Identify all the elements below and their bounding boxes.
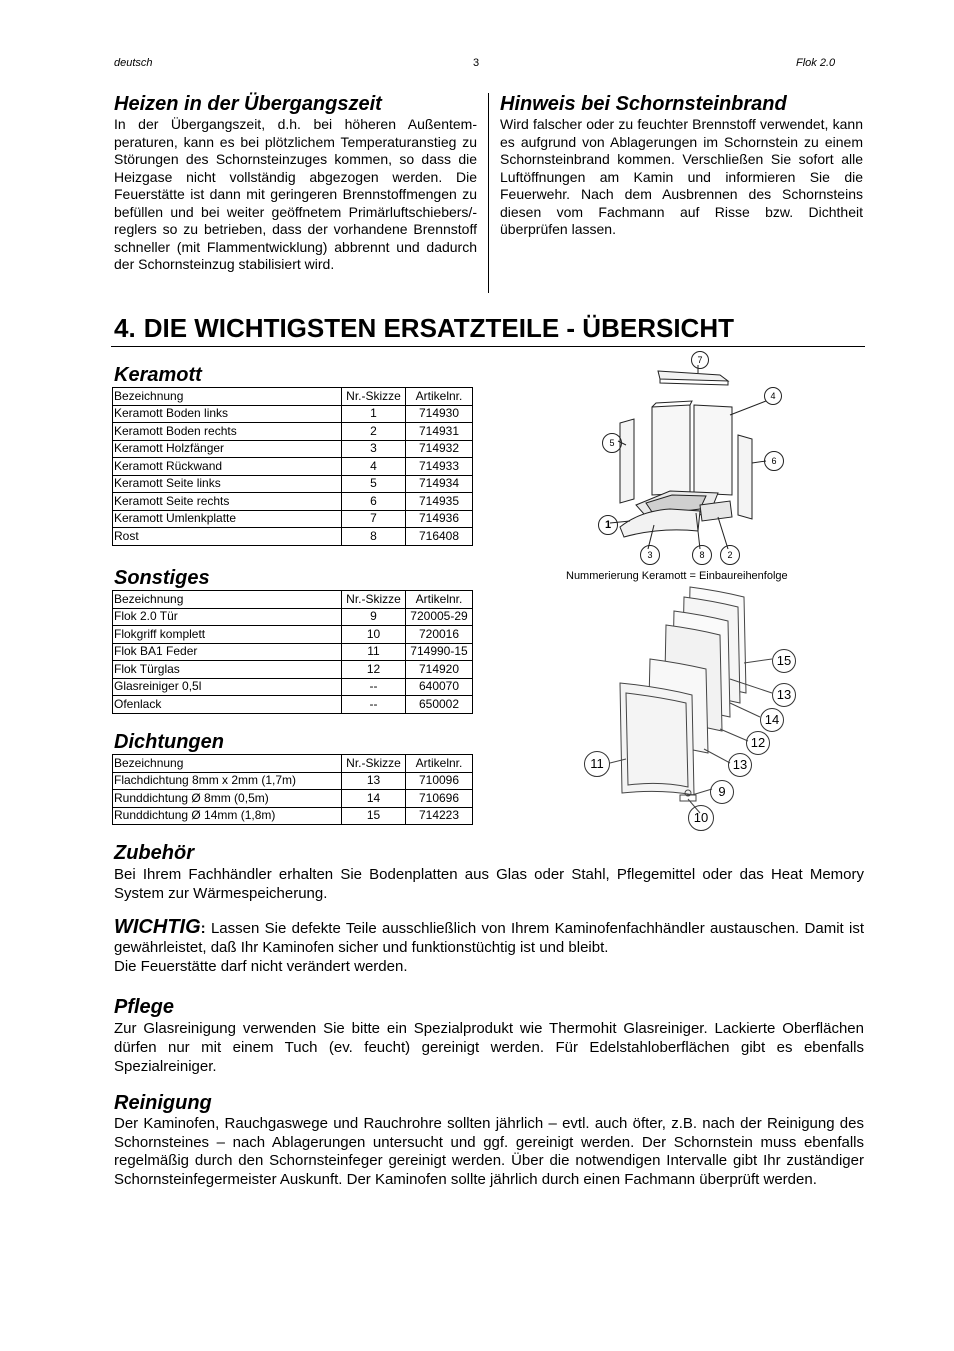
section-title [114,313,734,343]
reinigung-text: Der Kaminofen, Rauchgaswege und Rauchrohre sollten jährlich – evtl. auch öfter, z.B. nach der Reinigung des Schornsteines – nach Ablagerungen untersucht und ggf. gereinigt werden. Der Schornstein muss ebenfalls regelmäßig durch den Schornsteinfeger gereinigt werden. Über die notwendigen Intervalle gibt Ihr zuständiger Schornsteinfegermeister Auskunft. Der Kaminofen sollte jährlich durch einen Fachmann überprüft werden. [114,1115,864,1188]
table-cell: 714934 [406,475,473,493]
table-cell: 9 [342,608,406,626]
page-number: 3 [473,57,480,69]
table-cell: 8 [342,528,406,546]
table-cell: Flok Türglas [113,661,342,679]
keramott-diagram-labels [590,345,800,565]
table-cell: -- [342,678,406,696]
table-cell: Runddichtung Ø 14mm (1,8m) [113,807,342,825]
table-row [113,423,473,441]
table-cell: 2 [342,423,406,441]
table-row [113,661,473,679]
diagram-label: 15 [772,649,796,673]
table-cell: Rost [113,528,342,546]
table-row [113,608,473,626]
pflege-text: Zur Glasreinigung verwenden Sie bitte ein Spezialprodukt wie Thermohit Glasreiniger. Lackierte Oberflächen dürfen nur mit einem Tuch (ev. feucht) gereinigt werden. Für Edelstahloberflächen gibt es ebenfalls Spezialreiniger. [114,1020,864,1075]
wichtig-text-2: Die Feuerstätte darf nicht verändert werden. [114,958,408,975]
diagram-label: 5 [602,433,622,453]
table-header-cell: Bezeichnung [113,591,342,609]
table-cell: 720016 [406,626,473,644]
table-row [113,440,473,458]
table-cell: 714933 [406,458,473,476]
table-header-row [113,755,473,773]
keramott-diagram-caption: Nummerierung Keramott = Einbaureihenfolge [566,570,788,582]
header-language: deutsch [114,57,153,69]
table-cell: 4 [342,458,406,476]
section-title-text: DIE WICHTIGSTEN ERSATZTEILE - ÜBERSICHT [143,313,734,343]
table-cell: Keramott Boden rechts [113,423,342,441]
diagram-label: 12 [746,731,770,755]
table-cell: Keramott Holzfänger [113,440,342,458]
table-header-cell: Artikelnr. [406,755,473,773]
diagram-label: 3 [640,545,660,565]
table-header-cell: Nr.-Skizze [342,591,406,609]
table-row [113,510,473,528]
table-row [113,458,473,476]
diagram-label: 4 [764,387,782,405]
table-cell: Ofenlack [113,696,342,714]
diagram-label: 7 [691,351,709,369]
table-header-cell: Nr.-Skizze [342,755,406,773]
table-cell: 14 [342,790,406,808]
wichtig-label: WICHTIG [114,916,201,938]
sonstiges-table [112,590,473,714]
dichtungen-table [112,754,473,825]
left-column [114,92,477,274]
table-header-cell: Bezeichnung [113,755,342,773]
table-cell: 710096 [406,772,473,790]
table-row [113,405,473,423]
table-cell: Keramott Rückwand [113,458,342,476]
table-cell: 714935 [406,493,473,511]
diagram-label: 14 [760,708,784,732]
table-cell: 714932 [406,440,473,458]
pflege-title: Pflege [114,996,175,1018]
table-cell: 650002 [406,696,473,714]
keramott-title: Keramott [114,364,202,386]
table-cell: Flok BA1 Feder [113,643,342,661]
table-row [113,643,473,661]
table-row [113,678,473,696]
table-cell: 11 [342,643,406,661]
table-row [113,807,473,825]
right-column-title: Hinweis bei Schornsteinbrand [500,93,787,115]
diagram-label: 8 [692,545,712,565]
table-row [113,772,473,790]
zubehoer-title: Zubehör [114,842,194,864]
table-cell: Keramott Seite rechts [113,493,342,511]
table-cell: 15 [342,807,406,825]
table-cell: -- [342,696,406,714]
diagram-label: 10 [688,805,714,831]
table-header-cell: Bezeichnung [113,388,342,406]
dichtungen-title: Dichtungen [114,731,224,753]
zubehoer-text: Bei Ihrem Fachhändler erhalten Sie Bodenplatten aus Glas oder Stahl, Pflegemittel oder das Heat Memory System zur Wärmespeicherung. [114,866,864,902]
left-column-text: In der Übergangszeit, d.h. bei höheren Außentemperaturen, kann es bei plötzlichem Temperaturanstieg zu Störungen des Schornsteinzuges kommen, so dass die Heizgase nicht vollständig abgezogen werden. Die Feuerstätte ist dann mit geringeren Brennstoffmengen zu befüllen und bei weiter geöffnetem Primärluftschiebers/-reglers so zu betrieben, dass der vorhandene Brennstoff schneller (mit Flammentwicklung) abbrennt und dadurch der Schornsteinzug stabilisiert wird. [114,116,477,272]
table-cell: 714223 [406,807,473,825]
table-header-row [113,388,473,406]
table-row [113,696,473,714]
table-cell: 7 [342,510,406,528]
diagram-label: 9 [710,780,734,804]
diagram-label: 2 [720,545,740,565]
table-row [113,528,473,546]
wichtig-section [114,918,864,976]
sonstiges-title: Sonstiges [114,567,210,589]
table-cell: Flok 2.0 Tür [113,608,342,626]
table-row [113,493,473,511]
wichtig-text: Lassen Sie defekte Teile ausschließlich von Ihrem Kaminofenfachhändler austauschen. Damit ist gewährleistet, daß Ihr Kaminofen sicher und funktionstüchtig ist und bleibt. [114,920,864,956]
table-cell: 716408 [406,528,473,546]
table-header-cell: Nr.-Skizze [342,388,406,406]
table-cell: 714930 [406,405,473,423]
header-model: Flok 2.0 [796,57,836,69]
table-row [113,790,473,808]
table-cell: Glasreiniger 0,5l [113,678,342,696]
keramott-table [112,387,473,546]
table-header-cell: Artikelnr. [406,388,473,406]
door-diagram-labels [580,583,810,833]
right-column-text: Wird falscher oder zu feuchter Brennstoff verwendet, kann es aufgrund von Ablagerungen im Schornstein zu einem Schornsteinbrand kommen. Verschließen Sie sofort alle Luftöffnungen am Kamin und informieren Sie die Feuerwehr. Nach dem Ausbrennen des Schornsteins diesen vom Fachmann auf Risse bzw. Dichtheit überprüfen lassen. [500,116,863,237]
table-cell: 720005-29 [406,608,473,626]
table-cell: Keramott Umlenkplatte [113,510,342,528]
table-cell: 3 [342,440,406,458]
table-header-cell: Artikelnr. [406,591,473,609]
left-column-title: Heizen in der Übergangszeit [114,93,382,115]
table-cell: 714990-15 [406,643,473,661]
table-cell: 714931 [406,423,473,441]
table-cell: Runddichtung Ø 8mm (0,5m) [113,790,342,808]
table-cell: Flokgriff komplett [113,626,342,644]
table-cell: 710696 [406,790,473,808]
reinigung-title: Reinigung [114,1092,212,1114]
table-cell: 10 [342,626,406,644]
diagram-label: 13 [728,753,752,777]
reinigung-section [114,1091,864,1189]
table-cell: 6 [342,493,406,511]
table-row [113,626,473,644]
diagram-label: 13 [772,683,796,707]
section-number: 4. [114,313,136,343]
table-header-row [113,591,473,609]
zubehoer-section [114,841,864,903]
column-divider [488,93,489,293]
table-cell: 714920 [406,661,473,679]
table-cell: 640070 [406,678,473,696]
diagram-label: 6 [764,451,784,471]
table-cell: 1 [342,405,406,423]
table-cell: 714936 [406,510,473,528]
table-cell: Keramott Boden links [113,405,342,423]
table-cell: 5 [342,475,406,493]
table-cell: Flachdichtung 8mm x 2mm (1,7m) [113,772,342,790]
diagram-label: 11 [584,751,610,777]
table-cell: 12 [342,661,406,679]
right-column [500,92,863,239]
diagram-label: 1 [598,515,618,535]
table-cell: Keramott Seite links [113,475,342,493]
table-row [113,475,473,493]
wichtig-colon: : [200,920,206,937]
pflege-section [114,995,864,1076]
table-cell: 13 [342,772,406,790]
